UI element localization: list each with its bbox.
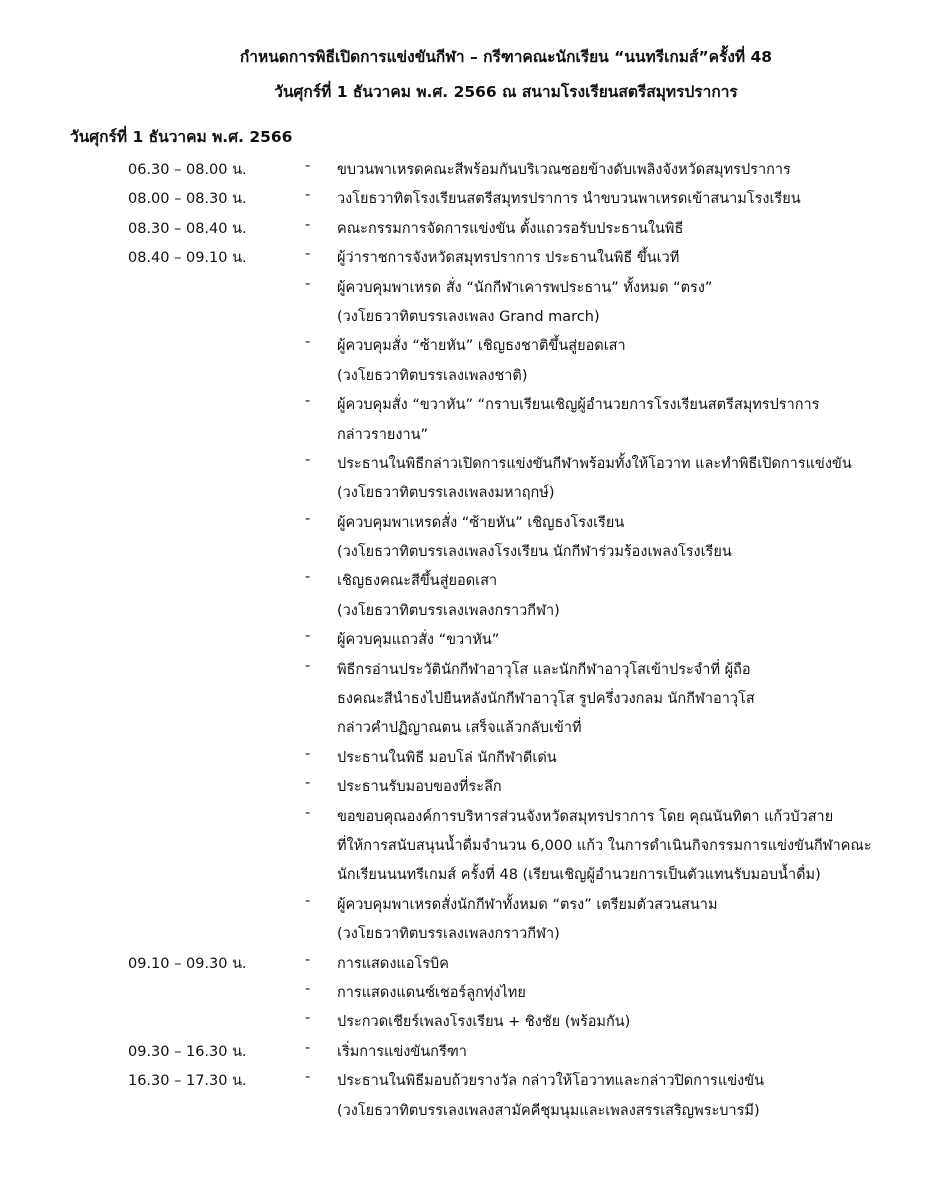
schedule-text: (วงโยธวาทิตบรรเลงเพลงมหาฤกษ์) (337, 485, 555, 502)
document-title-line1: กำหนดการพิธีเปิดการแข่งขันกีฬา – กรีฑาคณะนักเรียน “นนทรีเกมส์”ครั้งที่ 48 (239, 48, 773, 66)
schedule-line (0, 831, 952, 860)
schedule-entry (0, 655, 952, 743)
schedule-text: พิธีกรอ่านประวัตินักกีฬาอาวุโส และนักกีฬาอาวุโสเข้าประจำที่ ผู้ถือ (337, 661, 751, 678)
schedule-text: ประธานในพิธี มอบโล่ นักกีฬาดีเด่น (337, 749, 557, 766)
schedule-line (0, 566, 952, 595)
schedule-line (0, 184, 952, 213)
schedule-entry (0, 890, 952, 949)
schedule-time: 09.10 – 09.30 น. (128, 955, 247, 972)
schedule-text: ผู้ว่าราชการจังหวัดสมุทรปราการ ประธานในพิธี ขึ้นเวที (337, 250, 680, 267)
bullet-dash: - (305, 246, 311, 263)
bullet-dash: - (305, 775, 311, 792)
schedule-time: 08.40 – 09.10 น. (128, 250, 247, 267)
schedule-line (0, 420, 952, 449)
schedule-text: ประกวดเชียร์เพลงโรงเรียน + ชิงชัย (พร้อมกัน) (337, 1014, 631, 1031)
schedule-line (0, 537, 952, 566)
schedule-text: (วงโยธวาทิตบรรเลงเพลงชาติ) (337, 367, 528, 384)
schedule-line (0, 949, 952, 978)
schedule-line (0, 390, 952, 419)
schedule-time: 08.30 – 08.40 น. (128, 220, 247, 237)
bullet-dash: - (305, 980, 311, 997)
schedule-text: การแสดงแดนซ์เชอร์ลูกทุ่งไทย (337, 984, 526, 1001)
bullet-dash: - (305, 628, 311, 645)
schedule-text: (วงโยธวาทิตบรรเลงเพลงโรงเรียน นักกีฬาร่วมร้องเพลงโรงเรียน (337, 544, 732, 561)
bullet-dash: - (305, 951, 311, 968)
schedule-line (0, 713, 952, 742)
schedule-line (0, 919, 952, 948)
schedule-line (0, 860, 952, 889)
bullet-dash: - (305, 804, 311, 821)
schedule-text: ธงคณะสีนำธงไปยืนหลังนักกีฬาอาวุโส รูปครึ่งวงกลม นักกีฬาอาวุโส (337, 691, 755, 708)
schedule-line (0, 508, 952, 537)
schedule-entry (0, 625, 952, 654)
schedule-time: 16.30 – 17.30 น. (128, 1073, 247, 1090)
schedule-entry (0, 214, 952, 243)
schedule-entry (0, 273, 952, 332)
schedule-entry (0, 743, 952, 772)
schedule-line (0, 361, 952, 390)
schedule-list (0, 155, 952, 1125)
schedule-line (0, 596, 952, 625)
schedule-line (0, 243, 952, 272)
schedule-entry (0, 566, 952, 625)
schedule-line (0, 273, 952, 302)
bullet-dash: - (305, 1039, 311, 1056)
schedule-text: เริ่มการแข่งขันกรีฑา (337, 1043, 467, 1060)
schedule-text: ผู้ควบคุมพาเหรด สั่ง “นักกีฬาเคารพประธาน” ทั้งหมด “ตรง” (337, 279, 713, 296)
bullet-dash: - (305, 569, 311, 586)
schedule-line (0, 1096, 952, 1125)
bullet-dash: - (305, 657, 311, 674)
schedule-text: กล่าวคำปฏิญาณตน เสร็จแล้วกลับเข้าที่ (337, 720, 582, 737)
bullet-dash: - (305, 745, 311, 762)
schedule-line (0, 478, 952, 507)
bullet-dash: - (305, 393, 311, 410)
bullet-dash: - (305, 451, 311, 468)
schedule-line (0, 302, 952, 331)
schedule-text: คณะกรรมการจัดการแข่งขัน ตั้งแถวรอรับประธานในพิธี (337, 220, 684, 237)
schedule-time: 09.30 – 16.30 น. (128, 1043, 247, 1060)
schedule-text: กล่าวรายงาน” (337, 426, 429, 443)
bullet-dash: - (305, 892, 311, 909)
schedule-text: การแสดงแอโรบิค (337, 955, 449, 972)
schedule-text: (วงโยธวาทิตบรรเลงเพลงกราวกีฬา) (337, 926, 560, 943)
schedule-entry (0, 772, 952, 801)
schedule-entry (0, 331, 952, 390)
schedule-text: (วงโยธวาทิตบรรเลงเพลงกราวกีฬา) (337, 602, 560, 619)
schedule-text: ผู้ควบคุมพาเหรดสั่งนักกีฬาทั้งหมด “ตรง” เตรียมตัวสวนสนาม (337, 896, 718, 913)
schedule-time: 08.00 – 08.30 น. (128, 191, 247, 208)
schedule-line (0, 743, 952, 772)
bullet-dash: - (305, 216, 311, 233)
schedule-entry (0, 449, 952, 508)
schedule-line (0, 655, 952, 684)
schedule-line (0, 890, 952, 919)
schedule-line (0, 684, 952, 713)
bullet-dash: - (305, 1069, 311, 1086)
schedule-entry (0, 1066, 952, 1125)
schedule-line (0, 1066, 952, 1095)
schedule-line (0, 331, 952, 360)
bullet-dash: - (305, 1010, 311, 1027)
bullet-dash: - (305, 187, 311, 204)
schedule-text: ประธานรับมอบของที่ระลึก (337, 779, 502, 796)
bullet-dash: - (305, 158, 311, 174)
schedule-line (0, 155, 952, 184)
schedule-line (0, 978, 952, 1007)
schedule-line (0, 214, 952, 243)
schedule-text: นักเรียนนนทรีเกมส์ ครั้งที่ 48 (เรียนเชิญผู้อำนวยการเป็นตัวแทนรับมอบน้ำดื่ม) (337, 867, 821, 884)
schedule-text: (วงโยธวาทิตบรรเลงเพลง Grand march) (337, 308, 600, 325)
schedule-text: ที่ให้การสนับสนุนน้ำดื่มจำนวน 6,000 แก้ว ในการดำเนินกิจกรรมการแข่งขันกีฬาคณะ (337, 837, 872, 854)
schedule-entry (0, 949, 952, 978)
schedule-time: 06.30 – 08.00 น. (128, 162, 247, 178)
schedule-line (0, 802, 952, 831)
schedule-text: ประธานในพิธีกล่าวเปิดการแข่งขันกีฬาพร้อมทั้งให้โอวาท และทำพิธีเปิดการแข่งขัน (337, 455, 852, 472)
schedule-entry (0, 978, 952, 1007)
schedule-text: วงโยธวาทิตโรงเรียนสตรีสมุทรปราการ นำขบวนพาเหรดเข้าสนามโรงเรียน (337, 191, 801, 208)
schedule-text: ผู้ควบคุมสั่ง “ขวาหัน” “กราบเรียนเชิญผู้อำนวยการโรงเรียนสตรีสมุทรปราการ (337, 397, 820, 414)
schedule-text: ขบวนพาเหรดคณะสีพร้อมกันบริเวณซอยข้างดับเพลิงจังหวัดสมุทรปราการ (337, 162, 791, 178)
schedule-entry (0, 155, 952, 184)
schedule-entry (0, 1007, 952, 1036)
schedule-entry (0, 1037, 952, 1066)
bullet-dash: - (305, 334, 311, 351)
bullet-dash: - (305, 275, 311, 292)
schedule-entry (0, 243, 952, 272)
schedule-text: ผู้ควบคุมแถวสั่ง “ขวาหัน” (337, 632, 500, 649)
schedule-entry (0, 802, 952, 890)
date-heading: วันศุกร์ที่ 1 ธันวาคม พ.ศ. 2566 (70, 128, 293, 146)
schedule-text: ประธานในพิธีมอบถ้วยรางวัล กล่าวให้โอวาทและกล่าวปิดการแข่งขัน (337, 1073, 765, 1090)
schedule-text: เชิญธงคณะสีขึ้นสู่ยอดเสา (337, 573, 498, 590)
schedule-line (0, 625, 952, 654)
document-title-line2: วันศุกร์ที่ 1 ธันวาคม พ.ศ. 2566 ณ สนามโรงเรียนสตรีสมุทรปราการ (274, 83, 738, 101)
schedule-entry (0, 390, 952, 449)
schedule-text: ผู้ควบคุมสั่ง “ซ้ายหัน” เชิญธงชาติขึ้นสู่ยอดเสา (337, 338, 626, 355)
schedule-line (0, 449, 952, 478)
bullet-dash: - (305, 510, 311, 527)
schedule-entry (0, 184, 952, 213)
schedule-entry (0, 508, 952, 567)
schedule-text: (วงโยธวาทิตบรรเลงเพลงสามัคคีชุมนุมและเพลงสรรเสริญพระบารมี) (337, 1102, 760, 1119)
schedule-line (0, 1007, 952, 1036)
schedule-text: ผู้ควบคุมพาเหรดสั่ง “ซ้ายหัน” เชิญธงโรงเรียน (337, 514, 625, 531)
schedule-text: ขอขอบคุณองค์การบริหารส่วนจังหวัดสมุทรปราการ โดย คุณนันทิตา แก้วบัวสาย (337, 808, 834, 825)
schedule-line (0, 1037, 952, 1066)
schedule-line (0, 772, 952, 801)
